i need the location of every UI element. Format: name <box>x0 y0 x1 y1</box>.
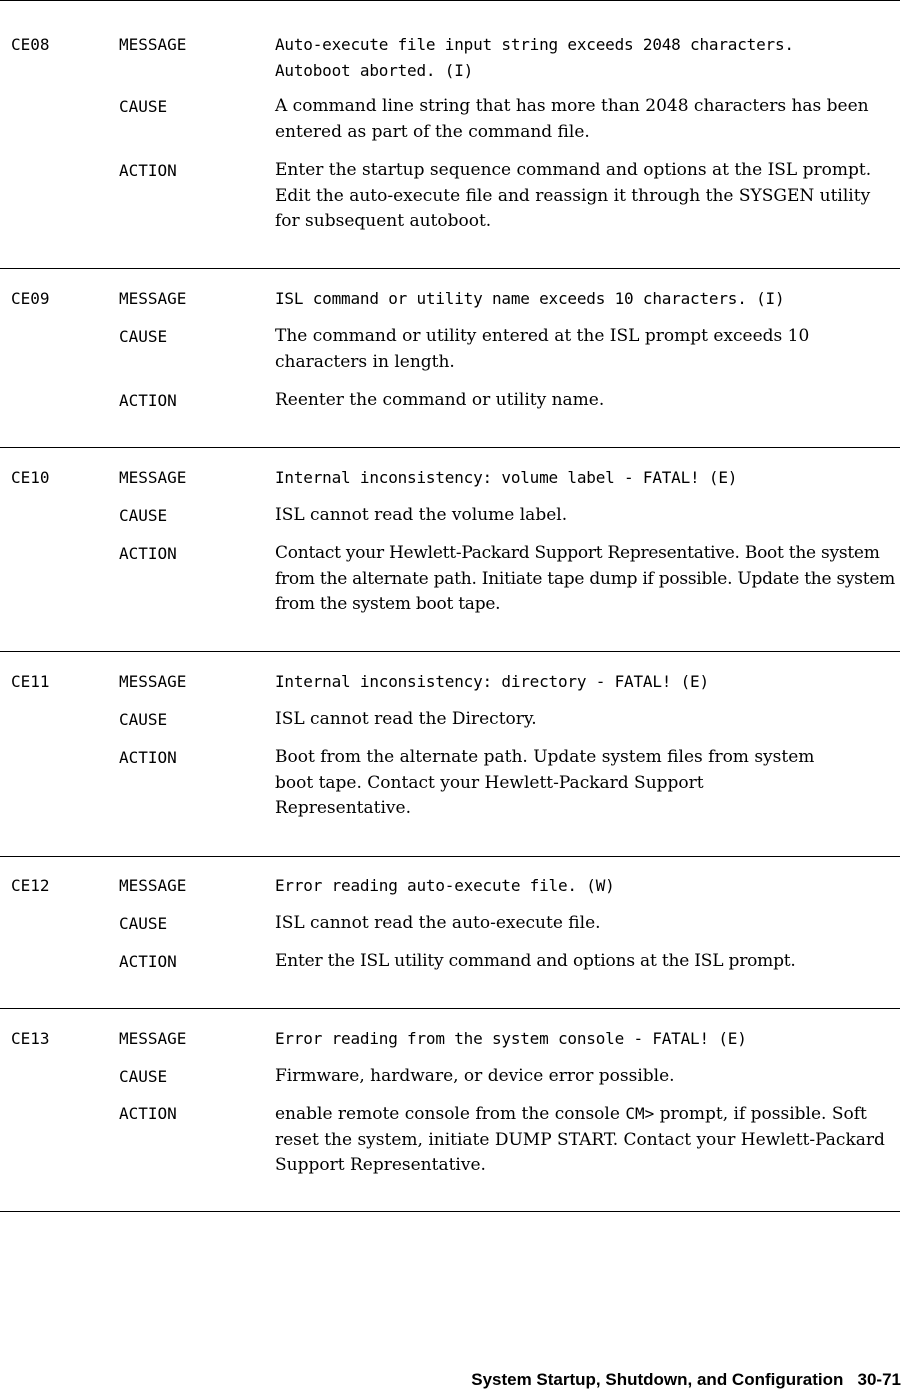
action-label: ACTION <box>119 1104 177 1123</box>
cause-text: Firmware, hardware, or device error possible. <box>275 1066 675 1086</box>
action-text: Contact your Hewlett-Packard Support Representative. Boot the system from the alternate path. Initiate tape dump if possible. Update the system from the system boot tape. <box>275 543 896 614</box>
section-divider <box>0 1008 900 1009</box>
error-message: ISL command or utility name exceeds 10 characters. (I) <box>275 289 785 308</box>
section-divider <box>0 1211 900 1212</box>
action-text <box>275 1101 890 1179</box>
error-message: Internal inconsistency: directory - FATAL! (E) <box>275 672 709 691</box>
section-divider <box>0 268 900 269</box>
action-label: ACTION <box>119 161 177 180</box>
section-divider <box>0 856 900 857</box>
page-footer <box>0 1369 901 1391</box>
cause-label: CAUSE <box>119 327 168 346</box>
action-text: Boot from the alternate path. Update system files from system boot tape. Contact your Hewlett-Packard Support Representative. <box>275 747 815 818</box>
section-divider <box>0 447 900 448</box>
error-code: CE10 <box>11 468 50 487</box>
cause-text: ISL cannot read the auto-execute file. <box>275 913 601 933</box>
message-label: MESSAGE <box>119 876 187 895</box>
message-label: MESSAGE <box>119 35 187 54</box>
cause-label: CAUSE <box>119 97 168 116</box>
message-line: Autoboot aborted. (I) <box>275 60 474 80</box>
page-number: 30-71 <box>857 1370 901 1389</box>
cause-text: A command line string that has more than 2048 characters has been entered as part of the command file. <box>275 96 869 142</box>
cause-label: CAUSE <box>119 1067 168 1086</box>
section-title: System Startup, Shutdown, and Configuration <box>471 1370 844 1389</box>
message-line: Auto-execute file input string exceeds 2048 characters. <box>275 35 794 54</box>
action-label: ACTION <box>119 952 177 971</box>
message-label: MESSAGE <box>119 1029 187 1048</box>
section-divider <box>0 651 900 652</box>
error-code: CE13 <box>11 1029 50 1048</box>
error-code: CE08 <box>11 35 50 54</box>
action-text: Reenter the command or utility name. <box>275 390 605 410</box>
message-label: MESSAGE <box>119 672 187 691</box>
message-label: MESSAGE <box>119 468 187 487</box>
action-text: Enter the startup sequence command and options at the ISL prompt. Edit the auto-execute file and reassign it through the SYSGEN utility for subsequent autoboot. <box>275 160 872 231</box>
cause-text: ISL cannot read the Directory. <box>275 709 537 729</box>
error-message: Error reading auto-execute file. (W) <box>275 876 615 895</box>
error-code: CE12 <box>11 876 50 895</box>
error-code: CE11 <box>11 672 50 691</box>
cause-text: ISL cannot read the volume label. <box>275 505 568 525</box>
action-label: ACTION <box>119 544 177 563</box>
cause-label: CAUSE <box>119 710 168 729</box>
error-message <box>275 32 900 83</box>
section-divider <box>0 0 900 1</box>
error-code: CE09 <box>11 289 50 308</box>
console-prompt-code: CM> <box>625 1104 655 1123</box>
action-text-part: enable remote console from the console <box>275 1104 620 1124</box>
cause-label: CAUSE <box>119 506 168 525</box>
message-label: MESSAGE <box>119 289 187 308</box>
action-text: Enter the ISL utility command and options at the ISL prompt. <box>275 951 796 971</box>
error-message: Error reading from the system console - FATAL! (E) <box>275 1029 747 1048</box>
action-text-part: prompt, if possible. Soft reset the system, initiate DUMP START. Contact your Hewlett-Packard Support Representative. <box>275 1104 885 1175</box>
cause-label: CAUSE <box>119 914 168 933</box>
action-label: ACTION <box>119 391 177 410</box>
cause-text: The command or utility entered at the ISL prompt exceeds 10 characters in length. <box>275 326 810 372</box>
action-label: ACTION <box>119 748 177 767</box>
error-message: Internal inconsistency: volume label - FATAL! (E) <box>275 468 738 487</box>
